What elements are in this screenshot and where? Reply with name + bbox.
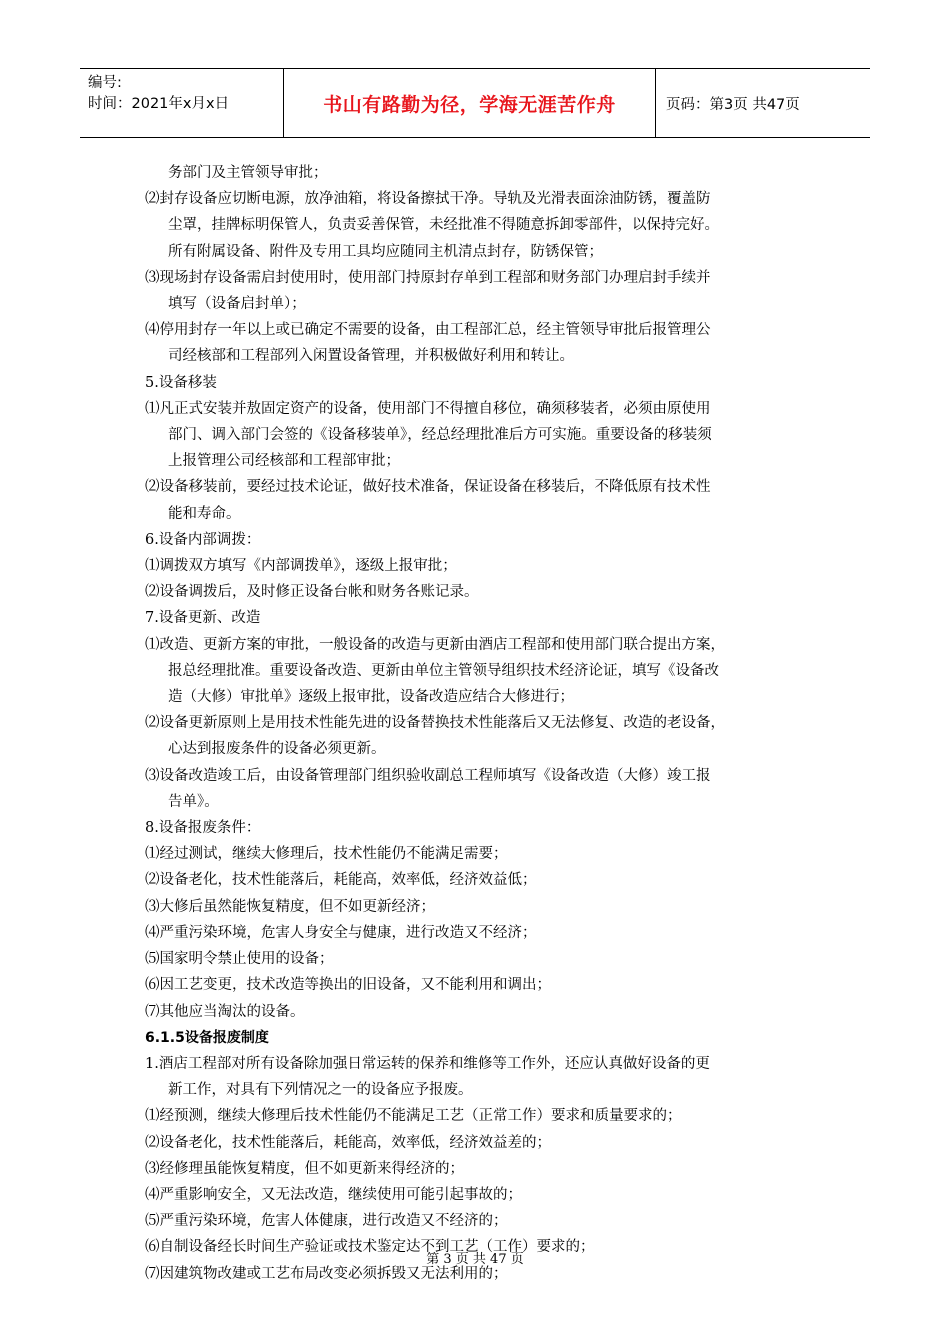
paragraph-line: 务部门及主管领导审批； (168, 165, 328, 181)
paragraph-line: 心达到报废条件的设备必须更新。 (168, 741, 386, 758)
paragraph-line: ⑶经修理虽能恢复精度，但不如更新来得经济的； (145, 1160, 464, 1177)
header-page-info: 页码：第3页 共47页 (666, 96, 800, 113)
paragraph-line: 部门、调入部门会签的《设备移装单》，经总经理批准后方可实施。重要设备的移装须 (168, 427, 712, 444)
paragraph-line: 告单》。 (168, 793, 219, 810)
paragraph-line: 1.酒店工程部对所有设备除加强日常运转的保养和维修等工作外，还应认真做好设备的更 (145, 1055, 710, 1072)
paragraph-line: 6.设备内部调拨： (145, 531, 261, 548)
paragraph-line: ⑺因建筑物改建或工艺布局改变必须拆毁又无法利用的； (145, 1265, 508, 1282)
paragraph-line: ⑴经过测试，继续大修理后，技术性能仍不能满足需要； (145, 846, 508, 863)
paragraph-line: 上报管理公司经核部和工程部审批； (168, 453, 400, 470)
section-heading: 6.1.5设备报废制度 (145, 1029, 269, 1046)
paragraph-line: 尘罩，挂牌标明保管人，负责妥善保管，未经批准不得随意拆卸零部件，以保持完好。 (168, 217, 719, 234)
paragraph-line: ⑸严重污染环境，危害人体健康，进行改造又不经济的； (145, 1213, 508, 1230)
document-code-label: 编号: (88, 75, 122, 91)
paragraph-line: ⑵封存设备应切断电源，放净油箱，将设备擦拭干净。导轨及光滑表面涂油防锈，覆盖防 (145, 191, 711, 208)
paragraph-line: 司经核部和工程部列入闲置设备管理，并积极做好利用和转让。 (168, 348, 574, 365)
paragraph-line: ⑴凡正式安装并敖固定资产的设备，使用部门不得擅自移位，确须移装者，必须由原使用 (145, 400, 711, 417)
paragraph-line: ⑶现场封存设备需启封使用时，使用部门持原封存单到工程部和财务部门办理启封手续并 (145, 269, 711, 286)
paragraph-line: ⑷严重污染环境，危害人身安全与健康，进行改造又不经济； (145, 924, 537, 941)
paragraph-line: ⑸国家明令禁止使用的设备； (145, 951, 334, 968)
paragraph-line: ⑴改造、更新方案的审批，一般设备的改造与更新由酒店工程部和使用部门联合提出方案， (145, 636, 725, 653)
paragraph-line: ⑵设备老化，技术性能落后，耗能高，效率低，经济效益低； (145, 872, 537, 889)
paragraph-line: 报总经理批准。重要设备改造、更新由单位主管领导组织技术经济论证，填写《设备改 (168, 662, 719, 679)
document-date: 时间：2021年x月x日 (88, 96, 230, 112)
paragraph-line: ⑵设备更新原则上是用技术性能先进的设备替换技术性能落后又无法修复、改造的老设备， (145, 715, 725, 732)
header-meta (80, 69, 284, 137)
paragraph-line: ⑴经预测，继续大修理后技术性能仍不能满足工艺（正常工作）要求和质量要求的； (145, 1108, 682, 1125)
paragraph-line: ⑹自制设备经长时间生产验证或技术鉴定达不到工艺（工作）要求的； (145, 1239, 595, 1256)
paragraph-line: ⑵设备调拨后，及时修正设备台帐和财务各账记录。 (145, 584, 479, 601)
paragraph-line: 新工作，对具有下列情况之一的设备应予报废。 (168, 1082, 473, 1099)
header-motto: 书山有路勤为径，学海无涯苦作舟 (284, 69, 656, 137)
paragraph-line: ⑴调拨双方填写《内部调拨单》，逐级上报审批； (145, 558, 457, 575)
paragraph-line: 填写（设备启封单）； (168, 296, 306, 313)
paragraph-line: ⑹因工艺变更，技术改造等换出的旧设备，又不能利用和调出； (145, 977, 551, 994)
page-footer: 第 3 页 共 47 页 (426, 1252, 524, 1267)
paragraph-line: 7.设备更新、改造 (145, 610, 261, 627)
paragraph-line: ⑵设备老化，技术性能落后，耗能高，效率低，经济效益差的； (145, 1134, 551, 1151)
paragraph-line: ⑺其他应当淘汰的设备。 (145, 1003, 305, 1020)
paragraph-line: 所有附属设备、附件及专用工具均应随同主机清点封存，防锈保管； (168, 243, 603, 260)
paragraph-line: 5.设备移装 (145, 374, 217, 391)
paragraph-line: 能和寿命。 (168, 505, 241, 522)
document-body (145, 160, 815, 1287)
paragraph-line: ⑶大修后虽然能恢复精度，但不如更新经济； (145, 898, 435, 915)
paragraph-line: ⑷严重影响安全，又无法改造，继续使用可能引起事故的； (145, 1186, 522, 1203)
page-header (80, 68, 870, 138)
paragraph-line: ⑵设备移装前，要经过技术论证，做好技术准备，保证设备在移装后，不降低原有技术性 (145, 479, 711, 496)
paragraph-line: 造（大修）审批单》逐级上报审批，设备改造应结合大修进行； (168, 689, 574, 706)
paragraph-line: ⑶设备改造竣工后，由设备管理部门组织验收副总工程师填写《设备改造（大修）竣工报 (145, 767, 711, 784)
paragraph-line: ⑷停用封存一年以上或已确定不需要的设备，由工程部汇总，经主管领导审批后报管理公 (145, 322, 711, 339)
paragraph-line: 8.设备报废条件： (145, 820, 261, 837)
